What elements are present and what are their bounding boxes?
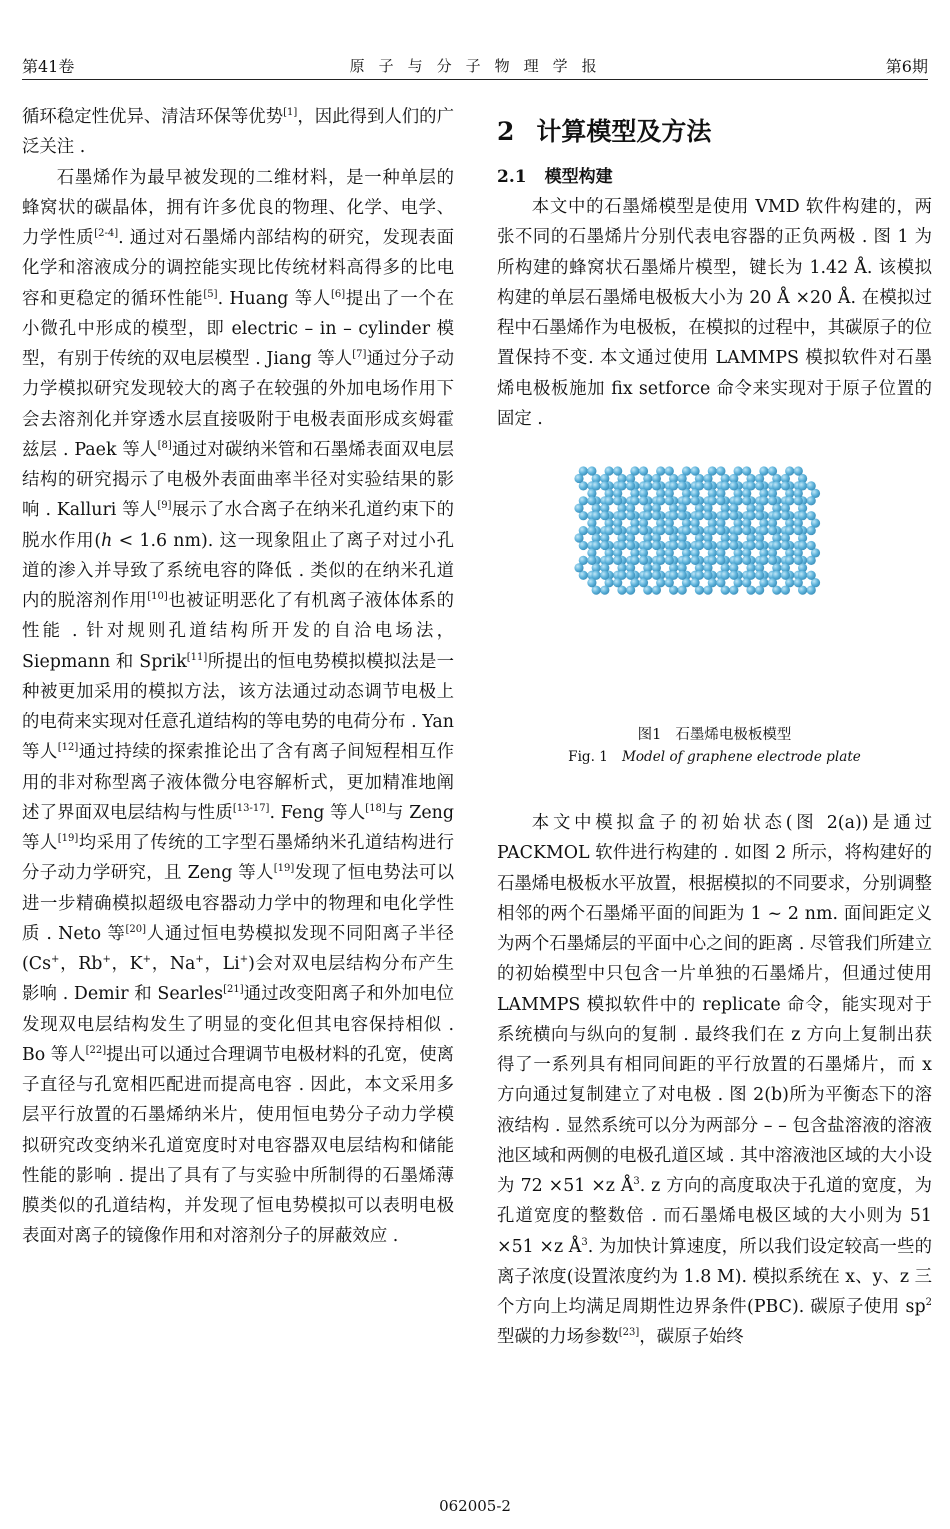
carbon-atom [578,556,587,565]
carbon-atom [755,541,764,550]
carbon-atom [613,526,622,535]
carbon-atom [755,586,764,595]
carbon-atom [759,556,768,565]
figure-caption-cn-text: 石墨烯电极板模型 [675,727,792,743]
carbon-atom [806,526,815,535]
figure-label-en: Fig. 1 [568,749,608,765]
issue-label: 第6期 [885,56,928,76]
carbon-atom [643,481,652,490]
right-column [497,102,932,1353]
carbon-atom [746,571,755,580]
figure-caption-en-text: Model of graphene electrode plate [621,749,861,765]
carbon-atom [780,511,789,520]
text-run: ，K [110,954,143,974]
carbon-atom [587,556,596,565]
carbon-atom [720,511,729,520]
running-header [22,52,928,78]
carbon-atom [600,571,609,580]
carbon-atom [651,511,660,520]
carbon-atom [651,481,660,490]
superscript: [9] [157,500,172,512]
carbon-atom [772,571,781,580]
carbon-atom [772,481,781,490]
carbon-atom [729,571,738,580]
carbon-atom [720,541,729,550]
carbon-atom [742,496,751,505]
carbon-atom [707,526,716,535]
paragraph [22,102,454,163]
text-run: 循环稳定性优异、清洁环保等优势 [22,107,284,127]
text-run: . 为加快计算速度，所以我们设定较高一些的离子浓度(设置浓度约为 1.8 M). 模拟系统在 x、y、z 三个方向上均满足周期性边界条件(PBC). 碳原子使用 sp [497,1236,932,1317]
carbon-atom [716,466,725,475]
carbon-atom [630,496,639,505]
carbon-atom [604,466,613,475]
carbon-atom [694,541,703,550]
superscript: [10] [147,591,168,602]
carbon-atom [806,556,815,565]
carbon-atom [669,571,678,580]
carbon-atom [690,526,699,535]
carbon-atom [694,571,703,580]
text-run: 通过分子动力学模拟研究发现较大的离子在较强的外加电场作用下会去溶剂化并穿透水层直接吸附于电极表面形成亥姆霍兹层 . Paek 等人 [22,349,454,460]
header-rule [22,79,928,80]
carbon-atom [669,541,678,550]
carbon-atom [780,481,789,490]
carbon-atom [707,556,716,565]
carbon-atom [591,571,600,580]
carbon-atom [806,496,815,505]
text-run: 提出了一个在小微孔中形成的模型，即 electric – in – cylinder 模型，有别于传统的双电层模型 . Jiang 等人 [22,288,454,369]
superscript: [2-4] [94,228,119,239]
carbon-atom [733,466,742,475]
carbon-atom [638,556,647,565]
carbon-atom [729,586,738,595]
carbon-atom [604,496,613,505]
text-run: 本文中模拟盒子的初始状态(图 2(a))是通过 PACKMOL 软件进行构建的 . 如图 2 所示，将构建好的石墨烯电极板水平放置，根据模拟的不同要求，分别调整相邻的两个石墨烯平面的间距为 1 ~ 2 nm. 面间距定义为两个石墨烯层的平面中心之间的距离 . 尽管我们所建立的初始模型中只包含一片单独的石墨烯片，但通过使用 LAMMPS 模拟软件中的 replicate 命令，能实现对于系统横向与纵向的复制 . 最终我们在 z 方向上复制出获得了一系列具有相同间距的平行放置的石墨烯片，而 x 方向通过复制建立了对电极 . 图 2(b)所为平衡态下的溶液结构 . 显然系统可以分为两部分 – – 包含盐溶液的溶液池区域和两侧的电极孔道区域 . 其中溶液池区域的大小设为 72 ×51 ×z Å [497,813,932,1196]
superscript: 2 [925,1297,932,1308]
carbon-atom [703,481,712,490]
carbon-atom [767,496,776,505]
carbon-atom [587,496,596,505]
text-run: ，Rb [59,954,103,974]
paragraph [497,192,932,434]
superscript: [19] [273,863,295,875]
figure-1 [497,456,932,724]
carbon-atom [613,556,622,565]
carbon-atom [600,481,609,490]
carbon-atom [591,541,600,550]
left-paragraphs [22,102,454,1252]
superscript: [5] [203,288,218,300]
carbon-atom [651,541,660,550]
carbon-atom [703,571,712,580]
superscript: [11] [186,651,208,663]
carbon-atom [690,556,699,565]
carbon-atom [656,556,665,565]
text-run: 型碳的力场参数 [497,1327,619,1348]
carbon-atom [806,571,815,580]
text-run: ，Na [151,954,196,974]
superscript: + [142,954,152,965]
carbon-atom [759,496,768,505]
section-number: 2 [497,117,515,146]
carbon-atom [767,466,776,475]
carbon-atom [798,481,807,490]
superscript: + [102,954,111,965]
subsection-heading [497,162,932,192]
carbon-atom [690,466,699,475]
carbon-atom [733,526,742,535]
carbon-atom [733,496,742,505]
superscript: [12] [57,742,79,754]
superscript: [22] [85,1044,107,1056]
carbon-atom [656,496,665,505]
subsection-title: 模型构建 [544,167,613,187]
volume-label: 第41卷 [22,56,75,76]
carbon-atom [793,496,802,505]
text-run: . Feng 等人 [269,802,366,823]
carbon-atom [798,541,807,550]
carbon-atom [746,481,755,490]
carbon-atom [707,466,716,475]
carbon-atom [643,571,652,580]
carbon-atom [759,526,768,535]
text-run: 发现了恒电势法可以进一步精确模拟超级电容器动力学中的物理和电化学性质 . Neto 等 [22,863,454,944]
carbon-atom [669,511,678,520]
carbon-atom [656,526,665,535]
carbon-atom [742,556,751,565]
text-run: )会对双电层结构分布产生影响 . Demir 和 Searles [22,954,454,1005]
carbon-atom [703,541,712,550]
carbon-atom [785,526,794,535]
carbon-atom [651,571,660,580]
carbon-atom [772,541,781,550]
carbon-atom [578,496,587,505]
carbon-atom [613,496,622,505]
carbon-atom [630,526,639,535]
carbon-atom [677,571,686,580]
carbon-atom [780,541,789,550]
carbon-atom [669,481,678,490]
carbon-atom [591,511,600,520]
carbon-atom [755,481,764,490]
superscript: [8] [157,439,172,451]
text-run: < 1.6 nm). 这一现象阻止了离子对过小孔道的渗入并导致了系统电容的降低 . 类似的在纳米孔道内的脱溶剂作用 [22,530,454,611]
carbon-atom [617,511,626,520]
carbon-atom [664,556,673,565]
carbon-atom [716,526,725,535]
carbon-atom [772,511,781,520]
graphene-lattice-image [565,459,865,721]
carbon-atom [643,541,652,550]
carbon-atom [617,571,626,580]
superscript: + [51,954,60,965]
text-run: 与 Zeng 等人 [22,802,454,853]
carbon-atom [600,586,609,595]
carbon-atom [785,556,794,565]
carbon-atom [746,541,755,550]
carbon-atom [638,496,647,505]
carbon-atom [613,466,622,475]
figure-caption-en [497,746,932,768]
superscript: + [239,954,249,965]
carbon-atom [806,481,815,490]
journal-name: 原子与分子物理学报 [349,56,611,75]
carbon-atom [755,511,764,520]
text-run: 通过对碳纳米管和石墨烯表面双电层结构的研究揭示了电极外表面曲率半径对实验结果的影响 . Kalluri 等人 [22,439,454,521]
carbon-atom [638,466,647,475]
text-run: 也被证明恶化了有机离子液体体系的性能 . 针对规则孔道结构所开发的自洽电场法，Siepmann 和 Sprik [22,591,454,672]
carbon-atom [746,511,755,520]
carbon-atom [604,556,613,565]
carbon-atom [720,571,729,580]
carbon-atom [643,511,652,520]
carbon-atom [793,526,802,535]
figure-caption-cn [497,724,932,746]
carbon-atom [677,541,686,550]
carbon-atom [806,541,815,550]
carbon-atom [681,526,690,535]
superscript: [20] [125,923,147,935]
text-run: 展示了水合离子在纳米孔道约束下的脱水作用( [22,500,454,551]
carbon-atom [677,511,686,520]
carbon-atom [626,586,635,595]
superscript: [6] [330,288,346,300]
carbon-atom [587,466,596,475]
carbon-atom [780,586,789,595]
text-run: ，因此得到人们的广泛关注 . [22,107,454,158]
carbon-atom [681,556,690,565]
text-run: 所提出的恒电势模拟模拟法是一种被更加采用的模拟方法，该方法通过动态调节电极上的电荷来实现对任意孔道结构的等电势的电荷分布 . Yan 等人 [22,651,454,763]
superscript: [7] [352,349,367,360]
carbon-atom [630,466,639,475]
carbon-atom [681,466,690,475]
carbon-atom [630,556,639,565]
superscript: + [195,954,204,965]
text-run: ，碳原子始终 [639,1327,744,1348]
subsection-number: 2.1 [497,167,527,187]
text-run: 均采用了传统的工字型石墨烯纳米孔道结构进行分子动力学研究，且 Zeng 等人 [22,833,454,884]
text-run: 通过持续的探索推论出了含有离子间短程相互作用的非对称型离子液体微分电容解析式，更加精准地阐述了界面双电层结构与性质 [22,742,454,823]
superscript: [23] [618,1327,640,1339]
carbon-atom [690,496,699,505]
text-run: 人通过恒电势模拟发现不同阳离子半径(Cs [22,923,454,974]
carbon-atom [780,571,789,580]
carbon-atom [656,466,665,475]
carbon-atom [729,481,738,490]
atoms [574,466,820,594]
paragraph [22,163,454,1252]
left-column [22,102,454,1252]
carbon-atom [617,481,626,490]
carbon-atom [720,481,729,490]
carbon-atom [604,526,613,535]
carbon-atom [793,556,802,565]
section-title: 计算模型及方法 [536,117,712,146]
text-run: 石墨烯作为最早被发现的二维材料，是一种单层的蜂窝状的碳晶体，拥有许多优良的物理、化学、电学、力学性质 [22,167,454,248]
carbon-atom [759,466,768,475]
carbon-atom [806,586,815,595]
carbon-atom [785,496,794,505]
superscript: [18] [365,802,386,814]
carbon-atom [626,481,635,490]
superscript: [13-17] [232,802,270,814]
carbon-atom [664,526,673,535]
carbon-atom [600,511,609,520]
spacer [497,768,932,808]
carbon-atom [638,526,647,535]
carbon-atom [716,556,725,565]
text-run: ，Li [203,954,240,974]
carbon-atom [664,466,673,475]
carbon-atom [600,541,609,550]
carbon-atom [767,556,776,565]
text-run: . z 方向的高度取决于孔道的宽度，为孔道宽度的整数倍 . 而石墨烯电极区域的大小则为 51 ×51 ×z Å [497,1176,933,1257]
carbon-atom [793,466,802,475]
right-paragraphs-bottom [497,808,932,1353]
text-run: 本文中的石墨烯模型是使用 VMD 软件构建的，两张不同的石墨烯片分别代表电容器的正负两极 . 图 1 为所构建的蜂窝状石墨烯片模型，键长为 1.42 Å. 该模拟构建的单层石墨烯电极板大小为 20 Å ×20 Å. 在模拟过程中石墨烯作为电极板，在模拟的过程中，其碳原子的位置保持不变. 本文通过使用 LAMMPS 模拟软件对石墨烯电极板施加 fix setforce 命令来实现对于原子位置的固定 . [497,197,932,429]
text-run: 通过改变阳离子和外加电位发现双电层结构发生了明显的变化但其电容保持相似 . Bo 等人 [22,984,454,1065]
right-paragraphs-top [497,192,932,434]
page-number: 062005-2 [439,1497,511,1515]
carbon-atom [664,496,673,505]
carbon-atom [694,511,703,520]
carbon-atom [798,511,807,520]
carbon-atom [806,511,815,520]
carbon-atom [651,586,660,595]
superscript: [21] [223,984,244,996]
carbon-atom [677,481,686,490]
figure-label-cn: 图1 [637,727,662,743]
carbon-atom [703,586,712,595]
carbon-atom [798,571,807,580]
carbon-atom [707,496,716,505]
carbon-atom [626,511,635,520]
section-heading [497,102,932,162]
superscript: [1] [283,107,298,118]
italic-symbol: h [101,530,113,551]
superscript: [19] [57,833,79,844]
carbon-atom [767,526,776,535]
carbon-atom [742,526,751,535]
carbon-atom [716,496,725,505]
carbon-atom [729,541,738,550]
carbon-atom [785,466,794,475]
carbon-atom [681,496,690,505]
carbon-atom [626,541,635,550]
carbon-atom [626,571,635,580]
carbon-atom [677,586,686,595]
text-run: . Huang 等人 [217,288,331,309]
paragraph [497,808,932,1353]
carbon-atom [729,511,738,520]
carbon-atom [733,556,742,565]
text-run: 提出可以通过合理调节电极材料的孔宽，使离子直径与孔宽相匹配进而提高电容 . 因此，本文采用多层平行放置的石墨烯纳米片，使用恒电势分子动力学模拟研究改变纳米孔道宽度时对电容器双电层结构和储能性能的影响 . 提出了具有了与实验中所制得的石墨烯薄膜类似的孔道结构，并发现了恒电势模拟可以表明电极表面对离子的镜像作用和对溶剂分子的屏蔽效应 . [22,1044,454,1247]
carbon-atom [591,481,600,490]
carbon-atom [578,526,587,535]
superscript: 3 [581,1236,588,1248]
carbon-atom [617,541,626,550]
superscript: 3 [633,1176,640,1187]
carbon-atom [578,466,587,475]
carbon-atom [587,526,596,535]
carbon-atom [703,511,712,520]
carbon-atom [694,481,703,490]
carbon-atom [742,466,751,475]
carbon-atom [755,571,764,580]
text-run: . 通过对石墨烯内部结构的研究，发现表面化学和溶液成分的调控能实现比传统材料高得多的比电容和更稳定的循环性能 [22,228,454,309]
